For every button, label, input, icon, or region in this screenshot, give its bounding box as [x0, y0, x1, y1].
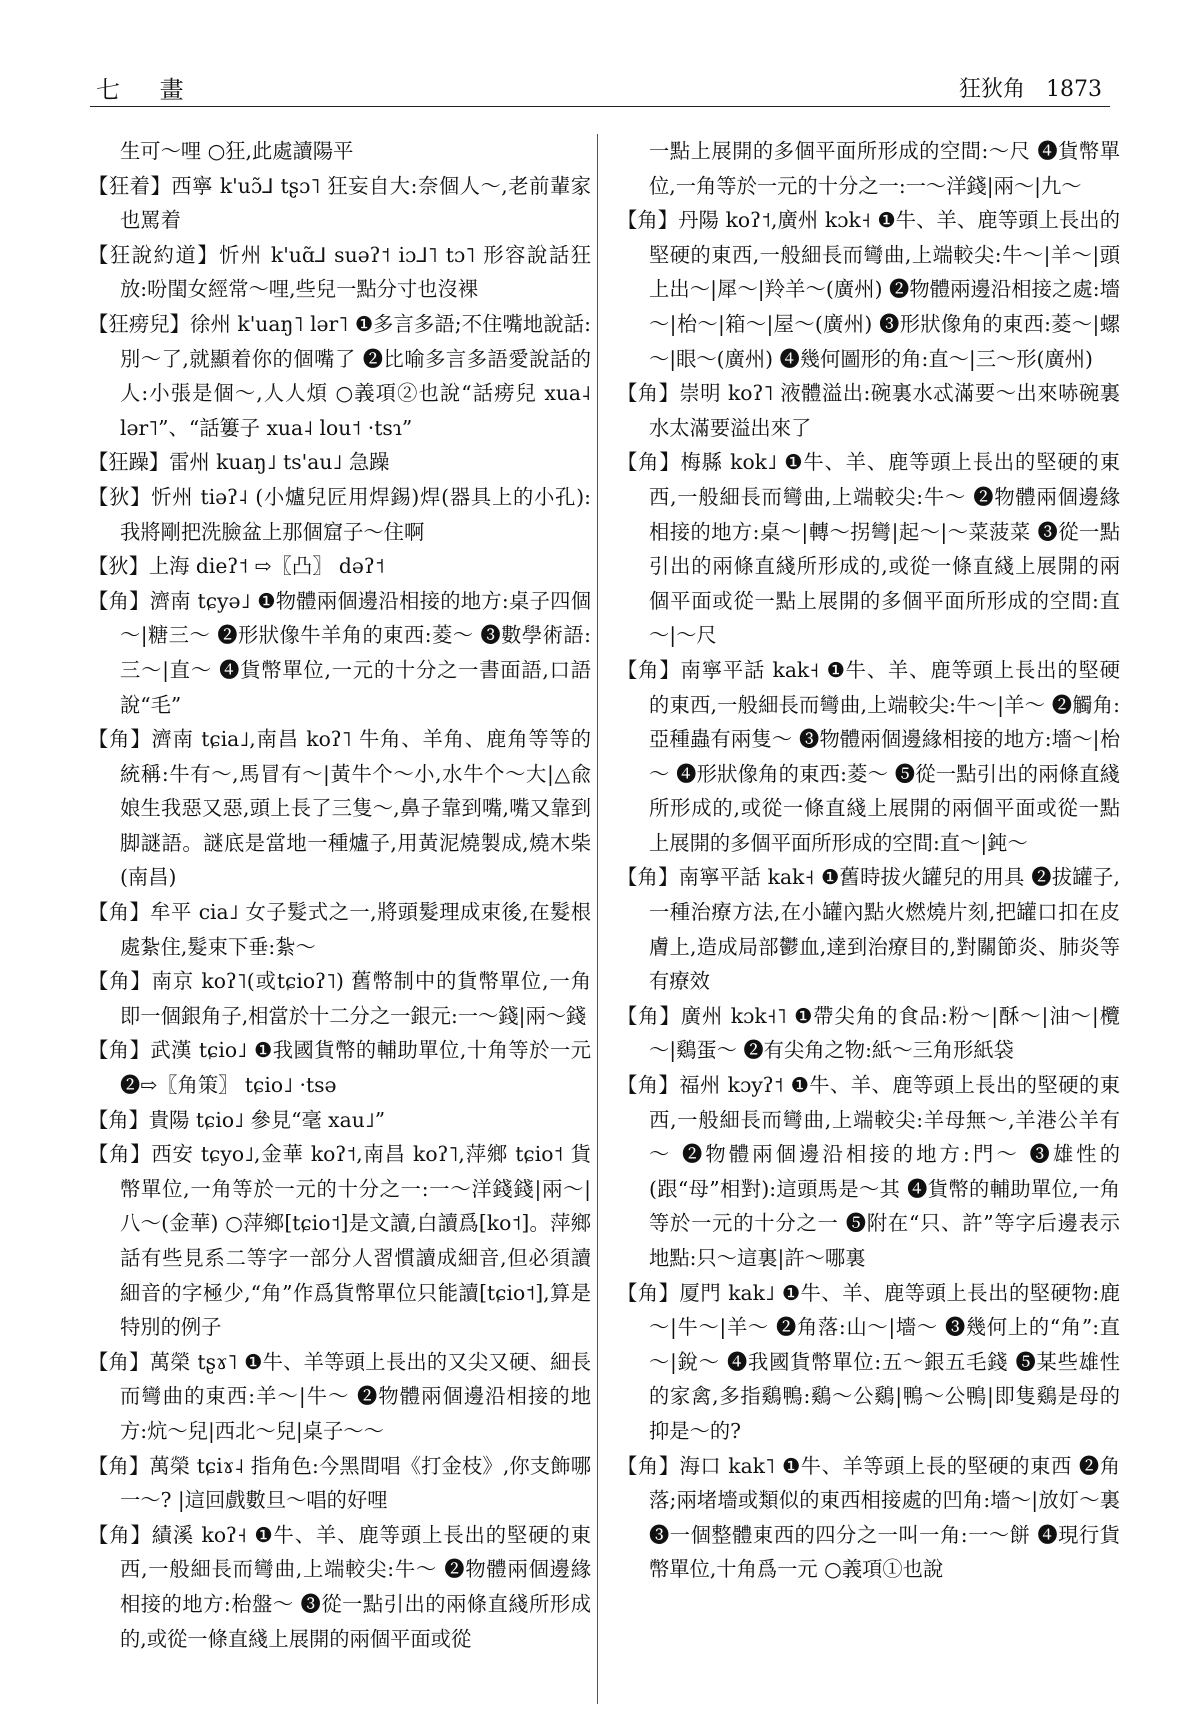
dictionary-entry: 【角】福州 kɔyʔ˦ ❶牛、羊、鹿等頭上長出的堅硬的東西,一般細長而彎曲,上端較尖:羊母無～,羊港公羊有～ ❷物體兩個邊沿相接的地方:門～ ❸雄性的(跟“母”相對):這頭馬是～其 ❹貨幣的輔助單位,一角等於一元的十分之一 ❺附在“只、許”等字后邊表示地點:只～這裏|許～哪裏: [617, 1073, 1120, 1270]
dictionary-entry: 【角】貴陽 tɕio˩ 參見“毫 xau˩”: [88, 1107, 386, 1132]
dictionary-entry: 【狂痨兒】徐州 k'uaŋ˥ lər˥ ❶多言多語;不住嘴地說話:別～了,就顯着你的個嘴了 ❷比喻多言多語愛說話的人:小張是個～,人人煩 ○義項②也說“話痨兒 xua˨ lər˥”、“話簍子 xua˨ lou˦ ·tsɿ”: [88, 311, 591, 440]
dictionary-entry: 【角】丹陽 koʔ˦,廣州 kɔk˧ ❶牛、羊、鹿等頭上長出的堅硬的東西,一般細長而彎曲,上端較尖:牛～|羊～|頭上出～|犀～|羚羊～(廣州) ❷物體兩邊沿相接之處:墻～|枱～|箱～|屋～(廣州) ❸形狀像角的東西:菱～|螺～|眼～(廣州) ❹幾何圖形的角:直～|三～形(廣州): [617, 208, 1120, 371]
dictionary-entry: 【角】梅縣 kok˩ ❶牛、羊、鹿等頭上長出的堅硬的東西,一般細長而彎曲,上端較尖:牛～ ❷物體兩個邊緣相接的地方:桌～|轉～拐彎|起～|～菜菠菜 ❸從一點引出的兩條直綫所形成的,或從一條直綫上展開的兩個平面或從一點上展開的多個平面所形成的空間:直～|～尺: [617, 450, 1120, 648]
page-number: 1873: [1046, 77, 1102, 102]
dictionary-entry: 【角】萬榮 tʂɤ˥ ❶牛、羊等頭上長出的又尖又硬、細長而彎曲的東西:羊～|牛～ ❷物體兩個邊沿相接的地方:炕～兒|西北～兒|桌子～～: [88, 1349, 591, 1443]
dictionary-entry: 【角】南寧平話 kak˧ ❶牛、羊、鹿等頭上長出的堅硬的東西,一般細長而彎曲,上端較尖:牛～|羊～ ❷觸角:亞種蟲有兩隻～ ❸物體兩個邊緣相接的地方:墻～|枱～ ❹形狀像角的東西:菱～ ❺從一點引出的兩條直綫所形成的,或從一條直綫上展開的兩個平面或從一點上展開的多個平面所形成的空間:直～|鈍～: [617, 657, 1120, 855]
dictionary-entry: 【狂說約道】忻州 k'uɑ̃⅃ suəʔ˦ iɔ⅃˥ tɔ˥ 形容說話狂放:吩閨女經常～哩,些兒一點分寸也沒裸: [88, 242, 591, 302]
dictionary-entry: 【角】濟南 tɕia˩,南昌 koʔ˥ 牛角、羊角、鹿角等等的統稱:牛有～,馬冒有～|黃牛个～小,水牛个～大|△兪娘生我惡又惡,頭上長了三隻～,鼻子靠到嘴,嘴又靠到脚謎語。謎底是當地一種爐子,用黃泥燒製成,燒木柴(南昌): [88, 727, 591, 890]
left-column: [88, 134, 591, 1656]
dictionary-entry: 【角】厦門 kak˩ ❶牛、羊、鹿等頭上長出的堅硬物:鹿～|牛～|羊～ ❷角落:山～|墻～ ❸幾何上的“角”:直～|銳～ ❹我國貨幣單位:五～銀五毛錢 ❺某些雄性的家禽,多指鷄鴨:鷄～公鷄|鴨～公鴨|即隻鷄是母的抑是～的?: [617, 1280, 1120, 1443]
dictionary-entry: 一點上展開的多個平面所形成的空間:～尺 ❹貨幣單位,一角等於一元的十分之一:一～洋錢|兩～|九～: [649, 139, 1120, 198]
column-divider: [597, 134, 598, 1704]
dictionary-entry: 【角】西安 tɕyo˩,金華 koʔ˦,南昌 koʔ˥,萍鄉 tɕio˦ 貨幣單位,一角等於一元的十分之一:一～洋錢錢|兩～|八～(金華) ○萍鄉[tɕio˦]是文讀,白讀爲[ko˦]。萍鄉話有些見系二等字一部分人習慣讀成細音,但必須讀細音的字極少,“角”作爲貨幣單位只能讀[tɕio˦],算是特別的例子: [88, 1142, 591, 1340]
dictionary-entry: 【角】南京 koʔ˥(或tɕioʔ˥) 舊幣制中的貨幣單位,一角即一個銀角子,相當於十二分之一銀元:一～錢|兩～錢: [88, 969, 591, 1028]
dictionary-entry: 【狄】忻州 tiəʔ˨ (小爐兒匠用焊錫)焊(器具上的小孔):我將剛把洗臉盆上那個窟子～住啊: [88, 484, 591, 544]
dictionary-entry: 【角】牟平 cia˩ 女子髮式之一,將頭髮理成束後,在髮根處紮住,髮束下垂:紮～: [88, 900, 591, 959]
dictionary-entry: 【角】南寧平話 kak˧ ❶舊時拔火罐兒的用具 ❷拔罐子,一種治療方法,在小罐內點火燃燒片刻,把罐口扣在皮膚上,造成局部鬱血,達到治療目的,對關節炎、肺炎等有療效: [617, 865, 1120, 994]
dictionary-entry: 【角】績溪 koʔ˧ ❶牛、羊、鹿等頭上長出的堅硬的東西,一般細長而彎曲,上端較尖:牛～ ❷物體兩個邊緣相接的地方:枱盤～ ❸從一點引出的兩條直綫所形成的,或從一條直綫上展開的兩個平面或從: [88, 1522, 591, 1651]
dictionary-entry: 生可～哩 ○狂,此處讀陽平: [120, 139, 354, 163]
dictionary-entry: 【角】廣州 kɔk˧˥ ❶帶尖角的食品:粉～|酥～|油～|欖～|鷄蛋～ ❷有尖角之物:紙～三角形紙袋: [617, 1003, 1120, 1063]
dictionary-entry: 【狄】上海 dieʔ˦ ⇨〖凸〗 dəʔ˦: [88, 554, 385, 579]
right-column: [617, 134, 1120, 1587]
dictionary-entry: 【狂着】西寧 k'uɔ̃⅃ tʂɔ˥ 狂妄自大:奈個人～,老前輩家也罵着: [88, 173, 591, 233]
dictionary-entry: 【角】崇明 koʔ˥ 液體溢出:碗裏水忒滿要～出來哧碗裏水太滿要溢出來了: [617, 381, 1120, 440]
section-title: 七 畫: [96, 76, 200, 104]
dictionary-entry: 【角】萬榮 tɕiɤ˨ 指角色:今黑間唱《打金枝》,你支飾哪一～? |這回戲數旦～唱的好哩: [88, 1453, 591, 1513]
page-header: [90, 62, 1110, 107]
running-head: [959, 72, 1102, 103]
dictionary-entry: 【角】武漢 tɕio˩ ❶我國貨幣的輔助單位,十角等於一元 ❷⇨〖角策〗 tɕio˩ ·tsə: [88, 1038, 591, 1098]
dictionary-entry: 【狂躁】雷州 kuaŋ˩ ts'au˩ 急躁: [88, 450, 390, 475]
dictionary-entry: 【角】濟南 tɕyə˩ ❶物體兩個邊沿相接的地方:桌子四個～|糖三～ ❷形狀像牛羊角的東西:菱～ ❸數學術語:三～|直～ ❹貨幣單位,一元的十分之一書面語,口語說“毛”: [88, 588, 591, 717]
headword-range: 狂狄角: [958, 77, 1025, 102]
dictionary-entry: 【角】海口 kak˥ ❶牛、羊等頭上長的堅硬的東西 ❷角落;兩堵墻或類似的東西相接處的凹角:墻～|放奵～裏 ❸一個整體東西的四分之一叫一角:一～餅 ❹現行貨幣單位,十角爲一元 ○義項①也說: [617, 1453, 1120, 1582]
